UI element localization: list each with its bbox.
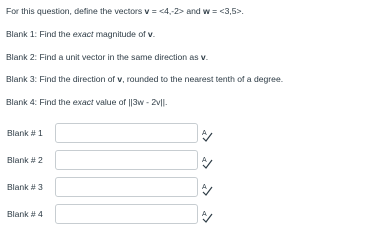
spellcheck-icon[interactable] (201, 155, 213, 169)
blank-4-input[interactable] (55, 204, 198, 224)
instruction-blank-4 (6, 97, 167, 107)
instruction-text: . (205, 52, 209, 62)
vector-name: v (200, 52, 206, 62)
instruction-blank-3 (6, 74, 283, 84)
instruction-text: , rounded to the nearest tenth of a degree. (122, 74, 284, 84)
blank-label-4: Blank # 4 (7, 209, 43, 219)
instruction-text: Blank 3: Find the direction of (6, 74, 118, 84)
emphasis-text: exact (72, 29, 94, 39)
spellcheck-icon[interactable] (201, 182, 213, 196)
vector-name: v (147, 29, 153, 39)
question-intro (6, 6, 244, 16)
vector-name: v (117, 74, 123, 84)
vector-v-value: = <4,-2> and (149, 6, 204, 16)
blank-3-input[interactable] (55, 177, 198, 197)
blank-label-1: Blank # 1 (7, 128, 43, 138)
blank-label-2: Blank # 2 (7, 155, 43, 165)
instruction-text: . (152, 29, 156, 39)
blank-2-input[interactable] (55, 150, 198, 170)
instruction-text: Blank 4: Find the (6, 97, 73, 107)
vector-v-name: v (144, 6, 150, 16)
blank-row-1 (6, 123, 366, 149)
svg-text:A: A (202, 130, 207, 137)
instruction-blank-1 (6, 29, 155, 39)
instruction-text: Blank 1: Find the (6, 29, 73, 39)
blank-row-3 (6, 177, 366, 203)
intro-text: For this question, define the vectors (6, 6, 145, 16)
instruction-text: Blank 2: Find a unit vector in the same direction as (6, 52, 201, 62)
instruction-text: magnitude of (93, 29, 148, 39)
vector-w-name: w (203, 6, 210, 16)
instruction-text: value of ||3w - 2v||. (93, 97, 168, 107)
svg-text:A: A (202, 157, 207, 164)
blank-1-input[interactable] (55, 123, 198, 143)
blank-label-3: Blank # 3 (7, 182, 43, 192)
svg-text:A: A (202, 184, 207, 191)
blank-row-4 (6, 204, 366, 230)
spellcheck-icon[interactable] (201, 128, 213, 142)
instruction-blank-2 (6, 52, 208, 62)
spellcheck-icon[interactable] (201, 209, 213, 223)
svg-text:A: A (202, 211, 207, 218)
vector-w-value: = <3,5>. (209, 6, 244, 16)
emphasis-text: exact (72, 97, 94, 107)
blank-row-2 (6, 150, 366, 176)
